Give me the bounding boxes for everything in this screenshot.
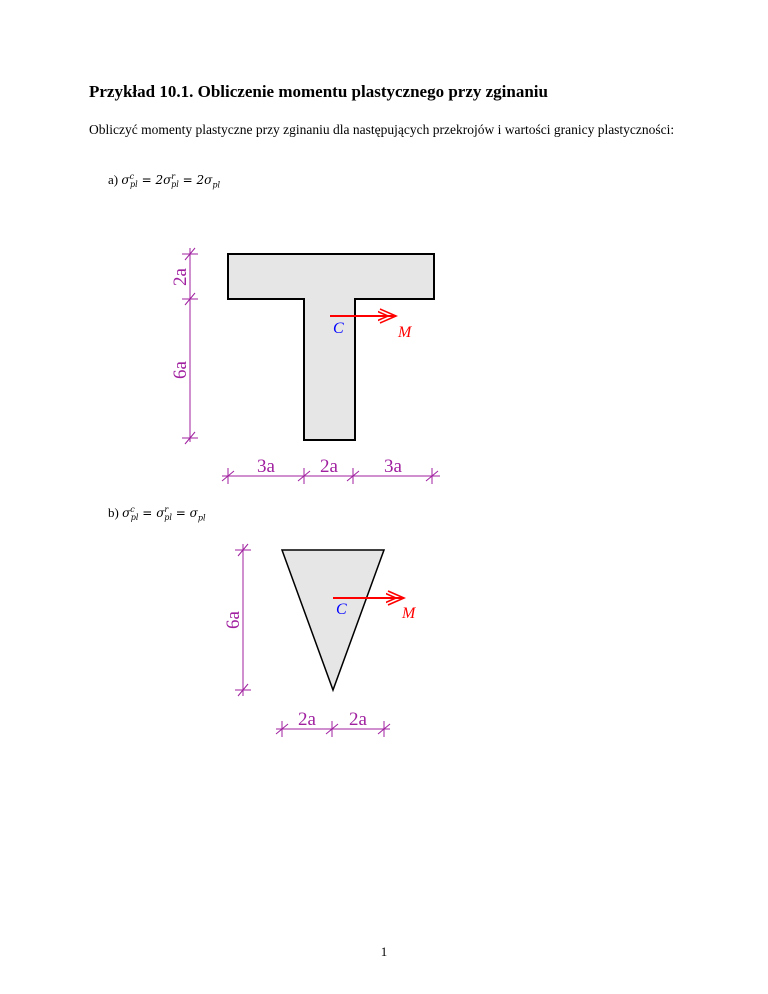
triangle-section-figure <box>223 544 417 737</box>
t-moment-label: M <box>398 324 412 341</box>
t-web-width-label: 2a <box>320 456 338 477</box>
example-heading: Przykład 10.1. Obliczenie momentu plastycznego przy zginaniu <box>89 82 548 101</box>
t-section-shape <box>228 254 434 440</box>
case-a-marker: a) <box>108 172 119 187</box>
triangle-horizontal-dimension <box>276 721 390 737</box>
triangle-centroid-label: C <box>336 601 347 618</box>
problem-statement: Obliczyć momenty plastyczne przy zginaniu dla następujących przekrojów i wartości granicy plastyczności: <box>89 122 675 137</box>
triangle-section-shape <box>282 550 384 690</box>
triangle-moment-label: M <box>402 605 416 622</box>
t-section-figure <box>170 248 440 484</box>
t-centroid-label: C <box>333 320 344 337</box>
t-right-width-label: 3a <box>384 456 402 477</box>
case-b-marker: b) <box>108 505 119 520</box>
page-number: 1 <box>380 944 388 959</box>
triangle-left-width-label: 2a <box>298 709 316 730</box>
case-a-formula: $\sigma^c_{pl} = 2\sigma^r_{pl} = 2\sigma_{pl}$ <box>121 172 221 190</box>
t-web-height-label: 6a <box>170 361 191 379</box>
triangle-right-width-label: 2a <box>349 709 367 730</box>
case-b-formula: $\sigma^c_{pl} = \sigma^r_{pl} = \sigma_{pl}$ <box>122 505 206 523</box>
triangle-height-label: 6a <box>223 611 244 629</box>
t-flange-height-label: 2a <box>170 268 191 286</box>
t-left-width-label: 3a <box>257 456 275 477</box>
